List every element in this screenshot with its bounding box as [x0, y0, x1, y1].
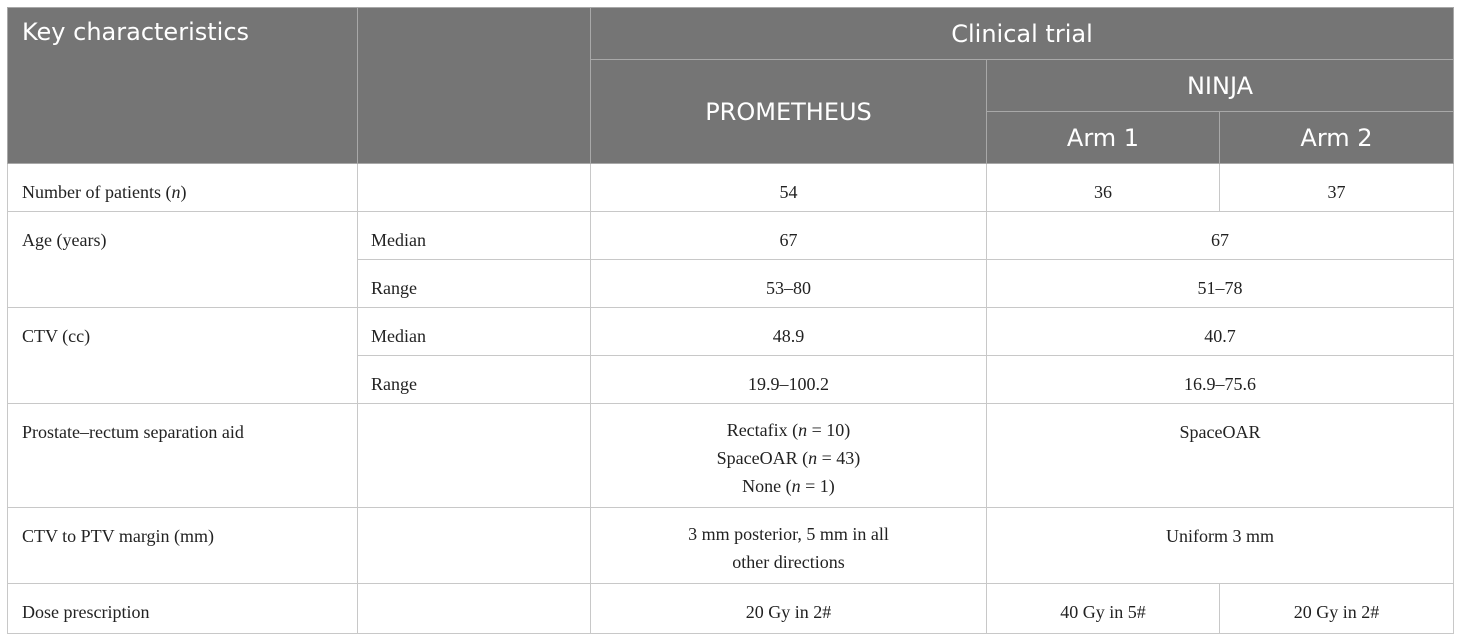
cell-ctv-range-ninja: 16.9–75.6: [987, 356, 1454, 404]
row-label-margin: CTV to PTV margin (mm): [8, 508, 358, 584]
row-label-dose: Dose prescription: [8, 584, 358, 634]
cell-dose-prometheus: 20 Gy in 2#: [591, 584, 987, 634]
separation-line-count: = 1): [800, 476, 835, 496]
table-row: [8, 164, 1454, 212]
header-ninja: NINJA: [987, 60, 1454, 112]
row-label-ctv: CTV (cc): [8, 308, 358, 404]
separation-line-count: = 43): [817, 448, 861, 468]
cell-ctv-median-ninja: 40.7: [987, 308, 1454, 356]
separation-line-n: n: [808, 448, 818, 468]
separation-line-text: Rectafix (: [726, 420, 799, 440]
cell-blank: [358, 584, 591, 634]
separation-line-n: n: [791, 476, 801, 496]
patients-label-text: Number of patients (: [22, 182, 172, 202]
sub-label-range: Range: [358, 260, 591, 308]
cell-age-range-ninja: 51–78: [987, 260, 1454, 308]
characteristics-table: [7, 7, 1454, 634]
row-label-age: Age (years): [8, 212, 358, 308]
header-arm2: Arm 2: [1220, 112, 1454, 164]
cell-margin-ninja: Uniform 3 mm: [987, 508, 1454, 584]
cell-patients-arm2: 37: [1220, 164, 1454, 212]
sub-label-range: Range: [358, 356, 591, 404]
table-row: [8, 308, 1454, 356]
header-blank: [358, 8, 591, 164]
cell-ctv-range-prometheus: 19.9–100.2: [591, 356, 987, 404]
cell-separation-prometheus: [591, 404, 987, 508]
separation-line: [591, 472, 986, 500]
cell-age-range-prometheus: 53–80: [591, 260, 987, 308]
separation-line: [591, 416, 986, 444]
cell-blank: [358, 164, 591, 212]
cell-blank: [358, 404, 591, 508]
separation-line-count: = 10): [807, 420, 851, 440]
cell-dose-arm1: 40 Gy in 5#: [987, 584, 1220, 634]
cell-separation-ninja: SpaceOAR: [987, 404, 1454, 508]
table-row: [8, 212, 1454, 260]
header-prometheus: PROMETHEUS: [591, 60, 987, 164]
table-row: [8, 584, 1454, 634]
table-row: [8, 404, 1454, 508]
table-row: [8, 508, 1454, 584]
header-arm1: Arm 1: [987, 112, 1220, 164]
table-header: [8, 8, 1454, 164]
separation-line-text: SpaceOAR (: [716, 448, 809, 468]
cell-dose-arm2: 20 Gy in 2#: [1220, 584, 1454, 634]
separation-line-text: None (: [742, 476, 792, 496]
margin-line-1: 3 mm posterior, 5 mm in all: [688, 524, 889, 544]
header-clinical-trial: Clinical trial: [591, 8, 1454, 60]
cell-age-median-prometheus: 67: [591, 212, 987, 260]
cell-age-median-ninja: 67: [987, 212, 1454, 260]
table-body: [8, 164, 1454, 634]
patients-label-close: ): [180, 182, 187, 202]
patients-label-n: n: [171, 182, 181, 202]
cell-patients-arm1: 36: [987, 164, 1220, 212]
margin-line-2: other directions: [732, 552, 845, 572]
separation-line-n: n: [798, 420, 808, 440]
row-label-patients: [8, 164, 358, 212]
header-key-characteristics: Key characteristics: [8, 8, 358, 164]
cell-ctv-median-prometheus: 48.9: [591, 308, 987, 356]
sub-label-median: Median: [358, 308, 591, 356]
sub-label-median: Median: [358, 212, 591, 260]
separation-line: [591, 444, 986, 472]
cell-blank: [358, 508, 591, 584]
row-label-separation: Prostate–rectum separation aid: [8, 404, 358, 508]
cell-margin-prometheus: [591, 508, 987, 584]
cell-patients-prometheus: 54: [591, 164, 987, 212]
